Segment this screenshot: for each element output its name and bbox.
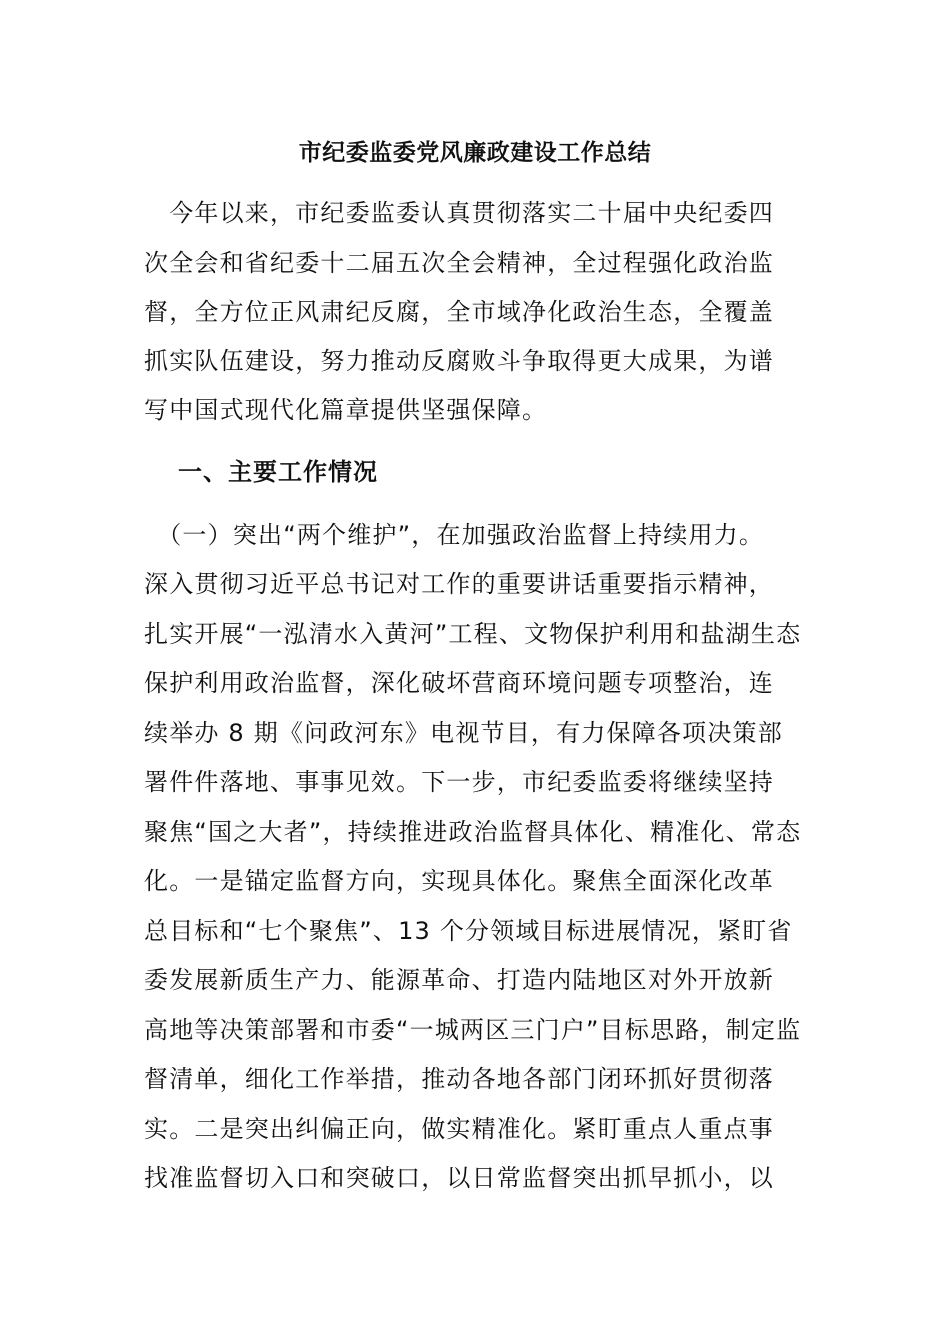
body-line: 委发展新质生产力、能源革命、打造内陆地区对外开放新 [144,966,774,994]
body-line: 保护利用政治监督，深化破坏营商环境问题专项整治，连 [144,669,774,697]
intro-line: 抓实队伍建设，努力推动反腐败斗争取得更大成果，为谱 [144,347,774,375]
body-line: 深入贯彻习近平总书记对工作的重要讲话重要指示精神， [144,570,774,598]
body-line: 聚焦“国之大者”，持续推进政治监督具体化、精准化、常态 [144,818,802,846]
body-line: 署件件落地、事事见效。下一步，市纪委监委将继续坚持 [144,768,774,796]
section-heading: 一、主要工作情况 [178,458,378,486]
intro-line: 写中国式现代化篇章提供坚强保障。 [144,396,548,424]
body-line: 扎实开展“一泓清水入黄河”工程、文物保护利用和盐湖生态 [144,620,802,648]
intro-line: 次全会和省纪委十二届五次全会精神，全过程强化政治监 [144,249,774,277]
body-line: 续举办 8 期《问政河东》电视节目，有力保障各项决策部 [144,719,783,747]
intro-line: 督，全方位正风肃纪反腐，全市域净化政治生态，全覆盖 [144,298,774,326]
body-line: 找准监督切入口和突破口，以日常监督突出抓早抓小，以 [144,1164,774,1192]
body-line: 高地等决策部署和市委“一城两区三门户”目标思路，制定监 [144,1016,802,1044]
document-title: 市纪委监委党风廉政建设工作总结 [298,140,652,166]
intro-line: 今年以来，市纪委监委认真贯彻落实二十届中央纪委四 [144,199,774,227]
body-line: 实。二是突出纠偏正向，做实精准化。紧盯重点人重点事 [144,1115,774,1143]
body-line: 督清单，细化工作举措，推动各地各部门闭环抓好贯彻落 [144,1065,774,1093]
body-line: （一）突出“两个维护”，在加强政治监督上持续用力。 [144,521,765,549]
body-line: 总目标和“七个聚焦”、13 个分领域目标进展情况，紧盯省 [144,917,793,945]
body-line: 化。一是锚定监督方向，实现具体化。聚焦全面深化改革 [144,867,774,895]
